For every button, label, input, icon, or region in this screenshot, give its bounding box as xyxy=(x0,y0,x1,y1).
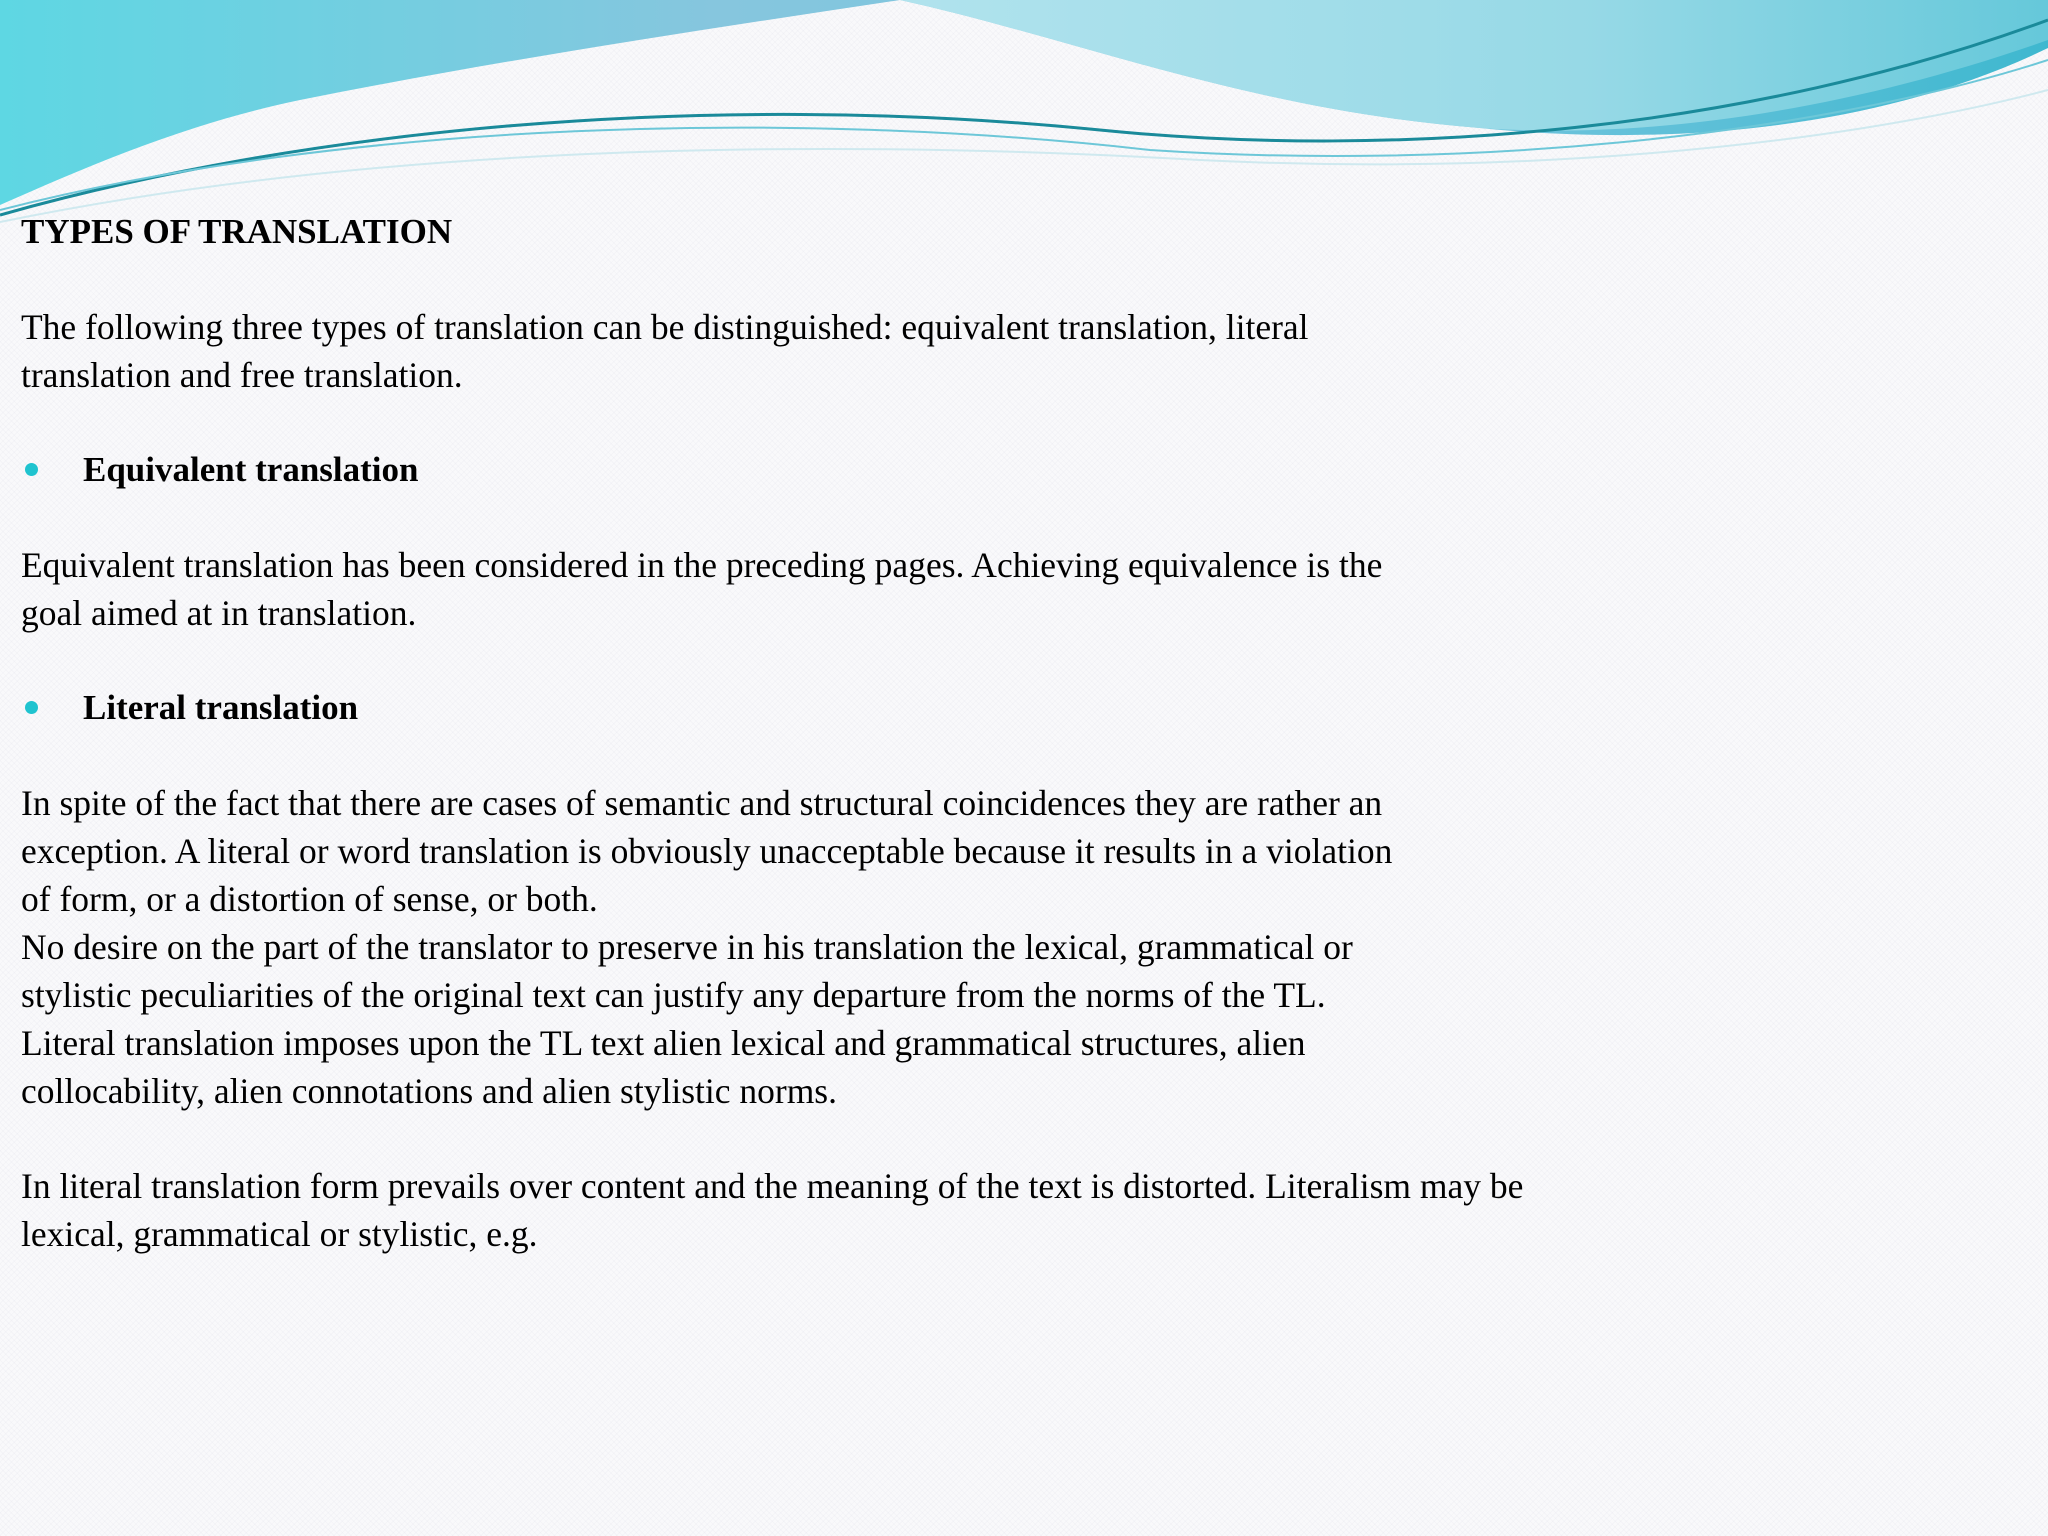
literal-line-7: collocability, alien connotations and alien stylistic norms. xyxy=(21,1071,837,1111)
literal-line-2: exception. A literal or word translation is obviously unacceptable because it results in a violation xyxy=(21,831,1393,871)
header-wave-decoration xyxy=(0,0,2048,230)
equivalent-line-1: Equivalent translation has been considered in the preceding pages. Achieving equivalence is the xyxy=(21,545,1383,585)
literal-line-1: In spite of the fact that there are cases of semantic and structural coincidences they are rather an xyxy=(21,783,1383,823)
bullet-literal-translation xyxy=(21,684,2011,732)
heading-equivalent-translation: Equivalent translation xyxy=(83,450,419,489)
literal-line-5: stylistic peculiarities of the original text can justify any departure from the norms of the TL. xyxy=(21,975,1326,1015)
slide-title: TYPES OF TRANSLATION xyxy=(21,212,453,251)
literal-line-6: Literal translation imposes upon the TL text alien lexical and grammatical structures, alien xyxy=(21,1023,1306,1063)
literal-line-4: No desire on the part of the translator to preserve in his translation the lexical, grammatical or xyxy=(21,927,1353,967)
literal-line-3: of form, or a distortion of sense, or both. xyxy=(21,879,598,919)
slide-content xyxy=(21,208,2011,1258)
intro-line-1: The following three types of translation can be distinguished: equivalent translation, literal xyxy=(21,307,1309,347)
bullet-dot-icon xyxy=(25,463,38,476)
equivalent-line-2: goal aimed at in translation. xyxy=(21,593,417,633)
heading-literal-translation: Literal translation xyxy=(83,688,359,727)
bullet-dot-icon xyxy=(25,701,38,714)
literal-closing-line-2: lexical, grammatical or stylistic, e.g. xyxy=(21,1214,538,1254)
literal-closing-line-1: In literal translation form prevails over content and the meaning of the text is distorted. Literalism may be xyxy=(21,1166,1524,1206)
bullet-equivalent-translation xyxy=(21,446,2011,494)
intro-line-2: translation and free translation. xyxy=(21,355,463,395)
